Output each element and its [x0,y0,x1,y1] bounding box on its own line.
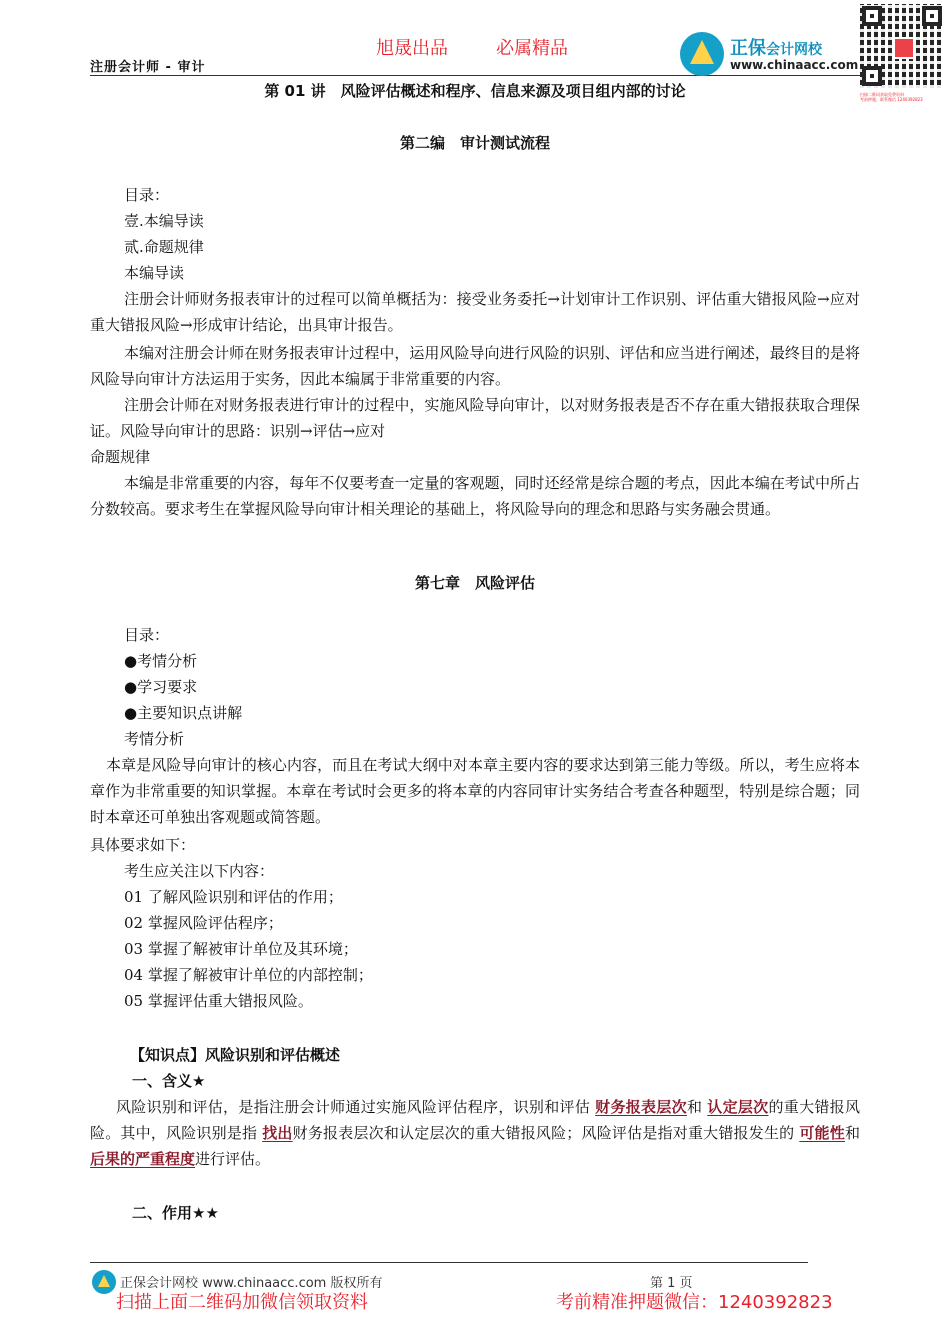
subject-header: 注册会计师 - 审计 [90,60,206,75]
definition-paragraph: 风险识别和评估，是指注册会计师通过实施风险评估程序，识别和评估 财务报表层次和 认定层次的重大错报风险。其中，风险识别是指 找出财务报表层次和认定层次的重大错报风险；风险评估是指对重大错报发生的 可能性和 后果的严重程度进行评估。 [90,1098,860,1168]
requirements-intro: 具体要求如下： [90,836,196,854]
qr-note-line2: 考前押题，联系微信 1240392823 [860,97,923,102]
highlight-fs-level: 财务报表层次 [595,1098,687,1116]
guide-paragraph-1: 注册会计师财务报表审计的过程可以简单概括为：接受业务委托→计划审计工作识别、评估重大错报风险→应对重大错报风险→形成审计结论，出具审计报告。 [90,290,860,334]
knowledge-title: 【知识点】风险识别和评估概述 [130,1046,341,1064]
lecture-title: 第 01 讲 风险评估概述和程序、信息来源及项目组内部的讨论 [264,82,686,100]
part-title: 第二编 审计测试流程 [399,134,550,152]
part-toc-label: 目录： [124,186,170,204]
chapter-toc-item-3: ●主要知识点讲解 [124,704,243,722]
chapter-toc-label: 目录： [124,626,170,644]
highlight-find: 找出 [262,1124,293,1142]
footer-promo-left: 扫描上面二维码加微信领取资料 [116,1292,368,1313]
section-1-title: 一、含义★ [132,1072,206,1090]
section-2-title: 二、作用★★ [132,1204,219,1222]
requirement-item-2: 02 掌握风险评估程序； [124,914,283,932]
guide-paragraph-2: 本编对注册会计师在财务报表审计过程中，运用风险导向进行风险的识别、评估和应当进行阐述，最终目的是将风险导向审计方法运用于实务，因此本编属于非常重要的内容。 [90,344,860,388]
requirement-item-3: 03 掌握了解被审计单位及其环境； [124,940,358,958]
highlight-possibility: 可能性 [799,1124,845,1142]
highlight-severity: 后果的严重程度 [90,1150,196,1168]
part-toc-item-2: 贰.命题规律 [124,238,204,256]
chapter-title: 第七章 风险评估 [414,574,535,592]
promo-right-top: 必属精品 [496,38,568,59]
logo-mark-icon [680,32,724,76]
logo-sub: 会计网校 [766,42,822,58]
footer-copyright: 正保会计网校 www.chinaacc.com 版权所有 [120,1276,383,1291]
part-toc-item-1: 壹.本编导读 [124,212,204,230]
analysis-title: 考情分析 [124,730,185,748]
footer-logo-icon [92,1270,116,1294]
footer-page-number: 第 1 页 [650,1276,693,1291]
chapter-toc-item-2: ●学习要求 [124,678,198,696]
logo-url: www.chinaacc.com [730,58,859,72]
footer-divider [90,1262,808,1263]
requirement-item-4: 04 掌握了解被审计单位的内部控制； [124,966,373,984]
qr-code-icon [860,4,944,88]
rule-paragraph: 本编是非常重要的内容，每年不仅要考查一定量的客观题，同时还经常是综合题的考点，因此本编在考试中所占分数较高。要求考生在掌握风险导向审计相关理论的基础上，将风险导向的理念和思路与实务融会贯通。 [90,474,860,518]
requirement-item-5: 05 掌握评估重大错报风险。 [124,992,313,1010]
highlight-assertion-level: 认定层次 [707,1098,769,1116]
requirement-item-1: 01 了解风险识别和评估的作用； [124,888,343,906]
brand-logo[interactable] [676,24,859,84]
logo-name: 正保 [730,38,766,59]
requirements-lead: 考生应关注以下内容： [124,862,275,880]
footer-promo-right: 考前精准押题微信：1240392823 [556,1292,833,1313]
analysis-paragraph: 本章是风险导向审计的核心内容，而且在考试大纲中对本章主要内容的要求达到第三能力等级。所以，考生应将本章作为非常重要的知识掌握。本章在考试时会更多的将本章的内容同审计实务结合考查各种题型，特别是综合题；同时本章还可单独出客观题或简答题。 [90,756,860,826]
qr-note-line1: 扫描二维码获取免费资料 [860,92,904,97]
qr-note [860,92,946,102]
promo-left-top: 旭晟出品 [376,38,448,59]
guide-paragraph-3: 注册会计师在对财务报表进行审计的过程中，实施风险导向审计，以对财务报表是否不存在重大错报获取合理保证。风险导向审计的思路：识别→评估→应对 [90,396,860,440]
rule-title: 命题规律 [90,448,151,466]
chapter-toc-item-1: ●考情分析 [124,652,198,670]
guide-title: 本编导读 [124,264,185,282]
